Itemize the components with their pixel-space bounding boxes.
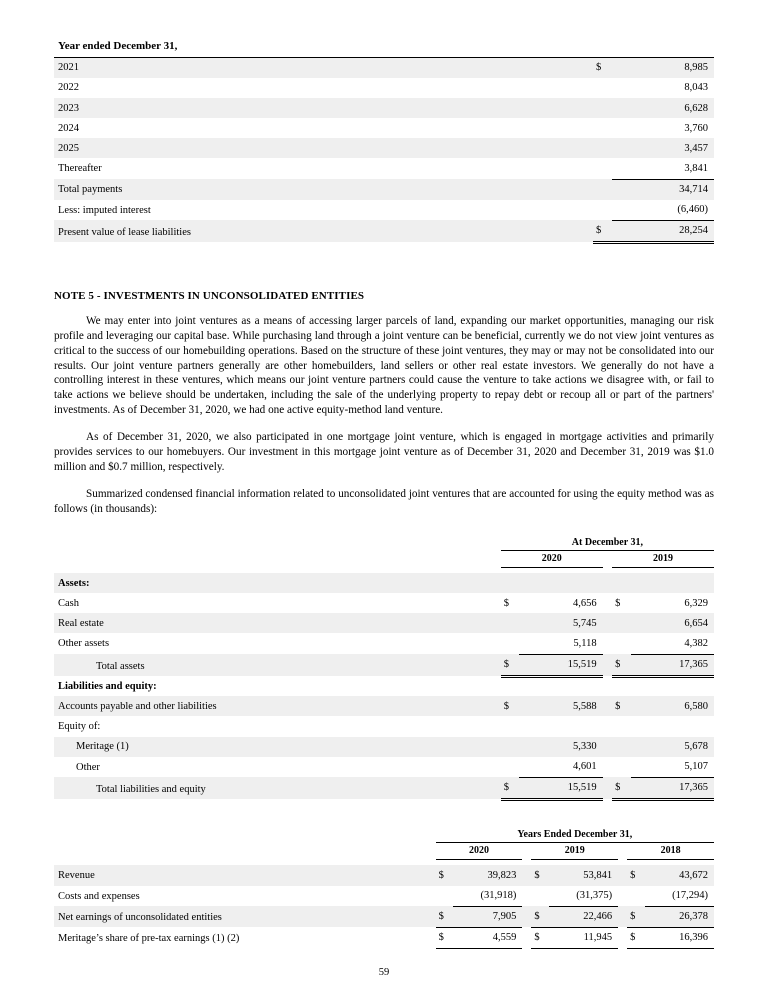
row-label: Present value of lease liabilities <box>58 226 191 238</box>
row-currency: $ <box>531 906 549 927</box>
row-currency: $ <box>501 777 519 799</box>
row-value: 4,559 <box>453 927 522 948</box>
row-value: 15,519 <box>519 654 602 676</box>
table-row <box>54 696 714 716</box>
table-row <box>54 927 714 948</box>
note-paragraph-1: We may enter into joint ventures as a means of accessing larger parcels of land, expanding our market opportunities, managing our risk profile and leveraging our capital base. While purchasing land through a joint venture can be beneficial, currently we do not view joint ventures as critical to the success of our homebuilding operations. Based on the structure of these joint ventures, they may or may not be consolidated into our results. Our joint venture partners generally are other homebuilders, land sellers or other real estate investors. We generally do not have a controlling interest in these ventures, which means our joint venture partners could cause the venture to take actions we disagree with, or fail to take actions we believe should be undertaken, including the sale of the underlying property to repay debt or recoup all or part of the partners' investments. As of December 31, 2020, we had one active equity-method land venture. <box>54 314 714 417</box>
lease-table-body <box>54 38 714 242</box>
row-value: 22,466 <box>549 906 618 927</box>
row-value: (17,294) <box>645 886 714 907</box>
row-value: (6,460) <box>612 200 714 221</box>
table-row <box>54 865 714 885</box>
row-currency <box>593 138 612 158</box>
row-label: 2025 <box>58 142 79 154</box>
row-label: Total liabilities and equity <box>96 783 206 795</box>
row-currency: $ <box>503 597 510 609</box>
row-currency: $ <box>612 654 630 676</box>
income-statement-table <box>54 829 714 949</box>
row-label: Real estate <box>58 617 104 629</box>
row-currency: $ <box>627 906 645 927</box>
row-value: 5,107 <box>631 757 714 778</box>
column-header-2019: 2019 <box>612 551 714 568</box>
row-currency <box>501 737 519 757</box>
table-row <box>54 573 714 593</box>
row-value: 7,905 <box>453 906 522 927</box>
row-currency: $ <box>630 869 636 881</box>
income-table-head <box>54 829 714 866</box>
row-currency: $ <box>612 777 630 799</box>
income-table-body <box>54 865 714 948</box>
row-currency <box>436 886 454 907</box>
balance-sheet-table-wrapper <box>54 537 714 801</box>
table-row <box>54 613 714 633</box>
row-value: 39,823 <box>487 869 517 881</box>
row-currency <box>501 757 519 778</box>
row-value: 43,672 <box>679 869 708 881</box>
row-value: 28,254 <box>612 220 714 242</box>
table-row <box>54 220 714 242</box>
table-row <box>54 158 714 179</box>
row-currency <box>531 886 549 907</box>
row-currency <box>501 716 519 736</box>
row-value: 6,654 <box>684 617 708 629</box>
balance-sheet-table <box>54 537 714 801</box>
row-label: Other <box>76 761 100 773</box>
row-value: 6,628 <box>684 102 708 114</box>
row-value: 15,519 <box>519 777 602 799</box>
row-value: 16,396 <box>645 927 714 948</box>
row-label: Liabilities and equity: <box>58 680 157 692</box>
row-currency: $ <box>436 906 454 927</box>
row-currency <box>612 613 630 633</box>
row-currency: $ <box>534 869 540 881</box>
row-currency <box>612 676 630 696</box>
row-value: 5,745 <box>573 617 597 629</box>
row-value <box>519 573 602 593</box>
row-currency: $ <box>436 927 454 948</box>
row-currency <box>593 179 612 200</box>
span-header-row-2 <box>54 537 714 551</box>
column-header-2020: 2020 <box>501 551 603 568</box>
row-label: Equity of: <box>58 720 101 732</box>
row-currency <box>501 633 519 654</box>
column-header-row <box>54 843 714 860</box>
table-row <box>54 654 714 676</box>
row-currency <box>593 118 612 138</box>
row-currency: $ <box>627 927 645 948</box>
row-value: 6,580 <box>684 700 708 712</box>
row-label: 2021 <box>58 62 79 74</box>
row-currency <box>612 737 630 757</box>
row-currency: $ <box>531 927 549 948</box>
row-currency <box>593 78 612 98</box>
row-currency: $ <box>438 869 444 881</box>
row-currency <box>612 757 630 778</box>
row-currency: $ <box>503 700 510 712</box>
row-value: 26,378 <box>645 906 714 927</box>
row-currency: $ <box>615 700 621 712</box>
row-label: Costs and expenses <box>58 890 140 902</box>
row-value: 8,985 <box>684 62 708 74</box>
table-row <box>54 676 714 696</box>
row-value: 34,714 <box>679 184 708 195</box>
table-row <box>54 593 714 613</box>
row-label: Net earnings of unconsolidated entities <box>58 911 222 923</box>
lease-table-header-row <box>54 38 714 57</box>
row-value: 17,365 <box>631 777 714 799</box>
table-row <box>54 777 714 799</box>
row-currency <box>593 158 612 179</box>
row-label: 2024 <box>58 122 79 134</box>
row-currency <box>612 716 630 736</box>
row-label: Total assets <box>96 660 145 672</box>
row-value: 3,760 <box>684 122 708 134</box>
income-table-wrapper <box>54 829 714 949</box>
table-row <box>54 78 714 98</box>
table-row <box>54 716 714 736</box>
row-label: Assets: <box>58 577 90 589</box>
balance-sheet-table-head <box>54 537 714 574</box>
page-number: 59 <box>378 967 390 978</box>
row-value: 6,329 <box>684 597 708 609</box>
row-currency <box>627 886 645 907</box>
row-label: Meritage (1) <box>76 741 129 753</box>
row-currency: $ <box>596 62 602 74</box>
row-currency: $ <box>593 220 612 242</box>
row-label: 2022 <box>58 82 79 94</box>
table-row <box>54 138 714 158</box>
row-currency <box>501 613 519 633</box>
lease-maturity-table <box>54 38 714 244</box>
row-label: Thereafter <box>58 163 102 175</box>
row-value: (31,375) <box>549 886 618 907</box>
row-currency <box>612 573 630 593</box>
row-label: Meritage’s share of pre-tax earnings (1) (2) <box>58 932 240 944</box>
row-value: 5,678 <box>684 741 708 753</box>
row-value: 4,382 <box>631 633 714 654</box>
table-row <box>54 906 714 927</box>
column-header-2020: 2020 <box>436 843 523 860</box>
row-value: 8,043 <box>684 82 708 94</box>
row-value: 5,118 <box>519 633 602 654</box>
row-value: 3,457 <box>684 142 708 154</box>
row-currency <box>612 633 630 654</box>
table-row <box>54 633 714 654</box>
table-row <box>54 57 714 78</box>
table-row <box>54 118 714 138</box>
balance-sheet-table-body <box>54 573 714 799</box>
row-value: 4,656 <box>573 597 597 609</box>
table-row <box>54 179 714 200</box>
column-header-2018: 2018 <box>627 843 714 860</box>
row-label: Accounts payable and other liabilities <box>58 700 217 712</box>
row-currency <box>501 676 519 696</box>
row-label: Total payments <box>58 184 123 195</box>
row-label: Less: imputed interest <box>58 204 151 216</box>
table-row <box>54 200 714 221</box>
table-row <box>54 98 714 118</box>
row-label: Revenue <box>58 869 95 881</box>
table-row <box>54 886 714 907</box>
row-value: 11,945 <box>549 927 618 948</box>
row-currency <box>501 573 519 593</box>
row-currency: $ <box>501 654 519 676</box>
column-header-2019: 2019 <box>531 843 618 860</box>
row-value: 17,365 <box>631 654 714 676</box>
row-label: Other assets <box>58 638 110 650</box>
income-span-header: Years Ended December 31, <box>436 829 714 843</box>
row-currency: $ <box>615 597 621 609</box>
table-row <box>54 757 714 778</box>
row-value <box>631 716 714 736</box>
row-label: Cash <box>58 597 79 609</box>
row-currency <box>593 200 612 221</box>
row-value: 3,841 <box>612 158 714 179</box>
balance-span-header: At December 31, <box>501 537 714 551</box>
row-value <box>519 716 602 736</box>
row-value: 5,588 <box>573 700 597 712</box>
table-row <box>54 737 714 757</box>
row-value: 5,330 <box>573 741 597 753</box>
row-value <box>519 676 602 696</box>
row-value: 4,601 <box>519 757 602 778</box>
lease-table-header: Year ended December 31, <box>54 38 593 57</box>
row-currency <box>593 98 612 118</box>
note-title: NOTE 5 - INVESTMENTS IN UNCONSOLIDATED ENTITIES <box>54 289 365 302</box>
span-header-row <box>54 829 714 843</box>
note-paragraph-2: As of December 31, 2020, we also participated in one mortgage joint venture, which is engaged in mortgage activities and primarily provides services to our homebuyers. Our investment in this mortgage joint venture as of December 31, 2020 and December 31, 2019 was $1.0 million and $0.7 million, respectively. <box>54 431 714 473</box>
column-header-row <box>54 551 714 568</box>
row-value: (31,918) <box>453 886 522 907</box>
note-paragraph-3: Summarized condensed financial information related to unconsolidated joint ventures that are accounted for using the equity method was as follows (in thousands): <box>54 487 714 515</box>
row-value <box>631 676 714 696</box>
row-value: 53,841 <box>583 869 613 881</box>
row-value <box>631 573 714 593</box>
row-label: 2023 <box>58 102 79 114</box>
